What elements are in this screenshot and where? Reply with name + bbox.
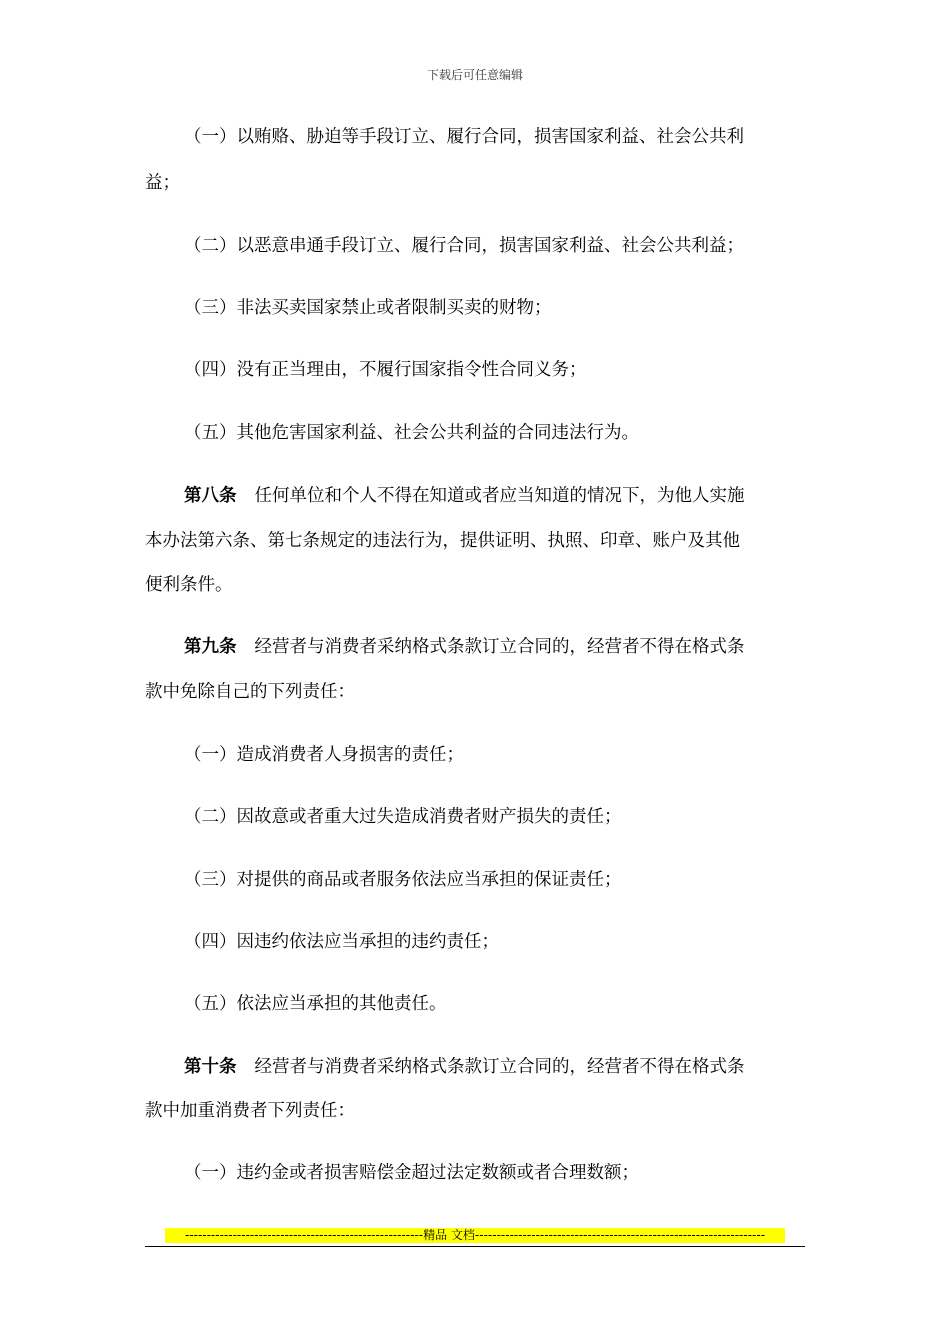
article-8-line-2: 本办法第六条、第七条规定的违法行为，提供证明、执照、印章、账户及其他 xyxy=(145,531,740,551)
clause-7-item-2: （二）以恶意串通手段订立、履行合同，损害国家利益、社会公共利益； xyxy=(184,236,744,256)
article-10-text-1: 经营者与消费者采纳格式条款订立合同的，经营者不得在格式条 xyxy=(254,1057,745,1077)
article-9-line-2: 款中免除自己的下列责任： xyxy=(145,682,355,702)
clause-7-item-5: （五）其他危害国家利益、社会公共利益的合同违法行为。 xyxy=(184,423,639,443)
article-9-line-1 xyxy=(184,636,844,658)
footer-divider xyxy=(145,1246,805,1247)
footer-banner: -------------------------------------------------------精品 文档------------------------------------------------------------------- xyxy=(165,1228,785,1243)
article-9-label: 第九条 xyxy=(184,637,237,657)
article-8-text-1: 任何单位和个人不得在知道或者应当知道的情况下，为他人实施 xyxy=(254,486,745,506)
article-8-line-1 xyxy=(184,485,844,507)
article-9-text-1: 经营者与消费者采纳格式条款订立合同的，经营者不得在格式条 xyxy=(254,637,745,657)
article-10-item-1: （一）违约金或者损害赔偿金超过法定数额或者合理数额； xyxy=(184,1163,639,1183)
article-8-label: 第八条 xyxy=(184,486,237,506)
clause-7-item-1-line-1: （一）以贿赂、胁迫等手段订立、履行合同，损害国家利益、社会公共利 xyxy=(184,127,744,147)
clause-7-item-3: （三）非法买卖国家禁止或者限制买卖的财物； xyxy=(184,298,552,318)
page-header: 下载后可任意编辑 xyxy=(426,68,523,82)
article-8-line-3: 便利条件。 xyxy=(145,575,233,595)
article-9-item-5: （五）依法应当承担的其他责任。 xyxy=(184,994,447,1014)
clause-7-item-4: （四）没有正当理由，不履行国家指令性合同义务； xyxy=(184,360,587,380)
article-9-item-3: （三）对提供的商品或者服务依法应当承担的保证责任； xyxy=(184,870,622,890)
article-10-line-2: 款中加重消费者下列责任： xyxy=(145,1101,355,1121)
article-9-item-2: （二）因故意或者重大过失造成消费者财产损失的责任； xyxy=(184,807,622,827)
article-10-line-1 xyxy=(184,1056,844,1078)
clause-7-item-1-line-2: 益； xyxy=(145,173,180,193)
article-9-item-1: （一）造成消费者人身损害的责任； xyxy=(184,745,464,765)
article-10-label: 第十条 xyxy=(184,1057,237,1077)
article-9-item-4: （四）因违约依法应当承担的违约责任； xyxy=(184,932,499,952)
